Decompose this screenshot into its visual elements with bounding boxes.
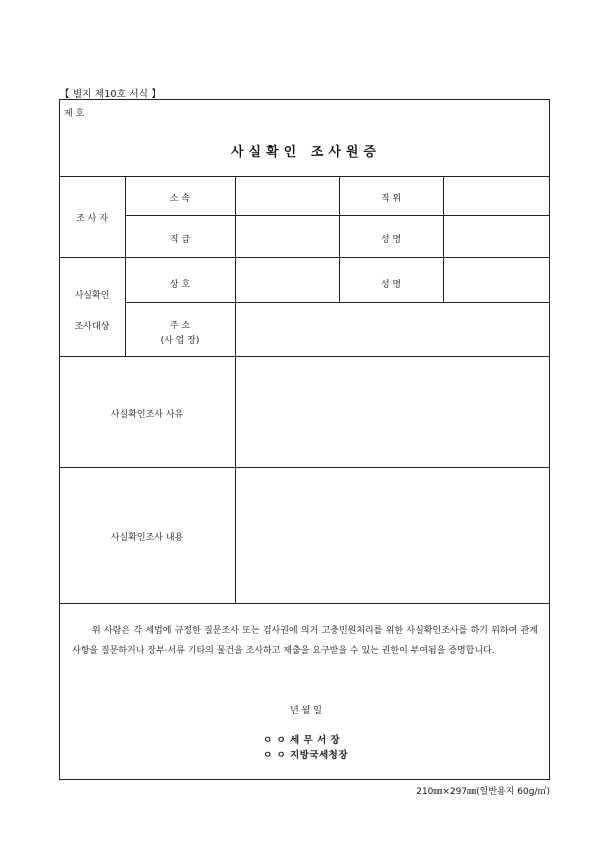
address-label: 주 소 (169, 321, 191, 331)
regional-tax-commissioner: ㅇ ㅇ 지방국세청장 (263, 750, 349, 761)
subject-name-field[interactable] (448, 262, 545, 298)
affiliation-label: 소 속 (169, 194, 191, 204)
value-column-divider (339, 176, 340, 302)
subject-section-divider (60, 356, 549, 357)
position-field[interactable] (448, 180, 545, 212)
rank-field[interactable] (240, 220, 335, 254)
subject-row-divider (125, 302, 549, 303)
investigator-name-field[interactable] (448, 220, 545, 254)
tax-office-head: ㅇ ㅇ 세 무 서 장 (263, 735, 341, 746)
document-number-label: 제 호 (64, 109, 85, 119)
investigator-row-divider (125, 215, 549, 216)
business-name-label: 상 호 (169, 280, 191, 290)
content-field[interactable] (240, 472, 545, 599)
certificate-form (59, 99, 550, 780)
form-number-header: 【 별지 제10호 서식 】 (60, 89, 162, 100)
subject-group-label-line2: 조사대상 (74, 322, 110, 332)
label-column-divider (235, 176, 236, 603)
paper-size-note: 210㎜×297㎜(일반용지 60g/㎡) (416, 787, 550, 797)
address-field[interactable] (240, 307, 545, 352)
subject-name-label: 성 명 (380, 280, 402, 290)
address-sublabel: (사 업 장) (160, 336, 200, 346)
affiliation-field[interactable] (240, 180, 335, 212)
subject-group-label-line1: 사실확인 (74, 291, 110, 301)
investigator-name-label: 성 명 (380, 235, 402, 245)
position-label: 직 위 (380, 194, 402, 204)
reason-field[interactable] (240, 361, 545, 463)
investigator-group-label: 조 사 자 (76, 214, 108, 224)
business-name-field[interactable] (240, 262, 335, 298)
content-section-divider (60, 603, 549, 604)
certification-text: 위 사람은 각 세법에 규정한 질문조사 또는 검사권에 의거 고충민원처리를 위한 사실확인조사를 하기 위하여 관계사항을 질문하거나 장부·서류 기타의 물건을 조사하고 제출을 요구받을 수 있는 권한이 부여됨을 증명합니다. (72, 626, 538, 656)
title-divider (60, 176, 549, 177)
certificate-title: 사실확인 조사원증 (231, 145, 381, 160)
content-label: 사실확인조사 내용 (110, 533, 184, 543)
investigator-section-divider (60, 257, 549, 258)
document-number-value[interactable] (90, 106, 150, 118)
second-label-column-divider (443, 176, 444, 302)
reason-section-divider (60, 467, 549, 468)
date-line: 년 월 일 (290, 706, 322, 716)
rank-label: 직 급 (169, 235, 191, 245)
group-label-column-divider (125, 176, 126, 356)
reason-label: 사실확인조사 사유 (110, 410, 184, 420)
